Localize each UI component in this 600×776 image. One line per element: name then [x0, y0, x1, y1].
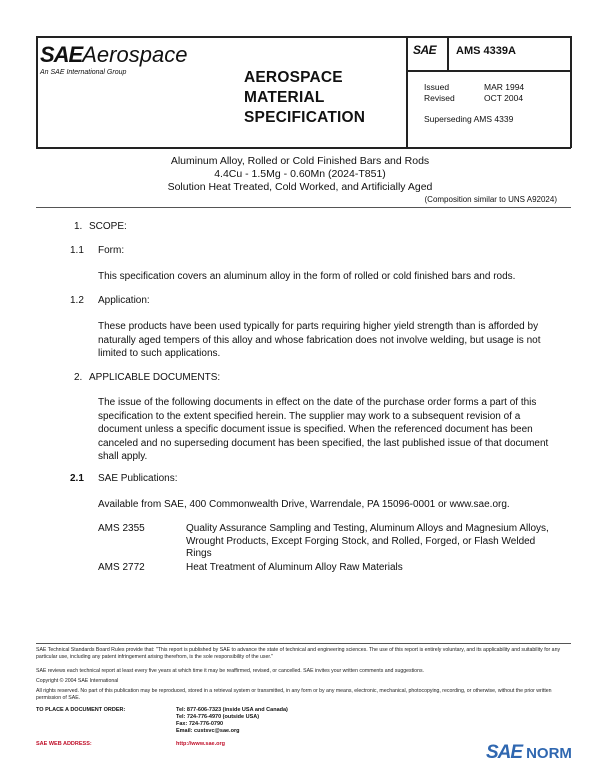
logo-sae-text: SAE: [40, 42, 83, 67]
composition-note: (Composition similar to UNS A92024): [424, 195, 557, 204]
title-rule: [36, 207, 571, 208]
ams-number: AMS 4339A: [456, 45, 516, 57]
footer-review-text: SAE reviews each technical report at least every five years at which time it may be reaffirmed, revised, or cancelled. SAE invites your written comments and suggestions.: [36, 668, 424, 674]
order-label: TO PLACE A DOCUMENT ORDER:: [36, 707, 126, 713]
logo-aerospace-text: Aerospace: [82, 42, 188, 67]
watermark-sae-text: SAE: [486, 742, 523, 763]
footer-rule: [36, 643, 571, 644]
section-1-title: SCOPE:: [89, 221, 127, 232]
spec-title-line-3: SPECIFICATION: [244, 109, 366, 126]
document-title-line-2: 4.4Cu - 1.5Mg - 0.60Mn (2024-T851): [214, 168, 386, 180]
header-top-border: [36, 36, 571, 38]
issued-label: Issued: [424, 82, 450, 92]
revised-value: OCT 2004: [484, 93, 524, 103]
header-divider-vertical: [406, 36, 408, 148]
spec-title: [244, 68, 365, 128]
reference-description: Heat Treatment of Aluminum Alloy Raw Materials: [186, 562, 403, 573]
reference-code: AMS 2772: [98, 562, 145, 573]
superseding-note: Superseding AMS 4339: [424, 114, 514, 124]
header-left-border: [36, 36, 38, 148]
section-2-number: 2.: [74, 372, 83, 383]
spec-title-line-1: AEROSPACE: [244, 69, 343, 86]
watermark-norm-text: NORM: [526, 744, 572, 762]
web-address-link[interactable]: http://www.sae.org: [176, 741, 225, 747]
contact-tel-2: Tel: 724-776-4970 (outside USA): [176, 714, 260, 720]
section-2-text: The issue of the following documents in effect on the date of the purchase order forms a part of this specification to the extent specified herein. The supplier may work to a subsequent revision of a document unless a specific document issue is specified. When the referenced document has been canceled and no superseding document has been specified, the last published issue of that document shall apply.: [98, 397, 549, 462]
issued-value: MAR 1994: [484, 82, 525, 92]
contact-email[interactable]: Email: custsvc@sae.org: [176, 728, 240, 734]
revised-label: Revised: [424, 93, 455, 103]
sae-norm-watermark: [486, 742, 572, 764]
spec-title-line-2: MATERIAL: [244, 89, 325, 106]
section-2-1-title: SAE Publications:: [98, 473, 178, 484]
document-title-line-3: Solution Heat Treated, Cold Worked, and Artificially Aged: [167, 181, 433, 193]
section-1-2-title: Application:: [98, 295, 150, 306]
section-1-1-number: 1.1: [70, 245, 84, 256]
document-title-line-1: Aluminum Alloy, Rolled or Cold Finished Bars and Rods: [170, 155, 430, 167]
section-1-number: 1.: [74, 221, 83, 232]
section-1-2-number: 1.2: [70, 295, 84, 306]
section-2-1-number: 2.1: [70, 473, 84, 484]
section-1-2-text: These products have been used typically for parts requiring higher yield strength than is afforded by naturally aged tempers of this alloy and whose fabrication does not involve welding, but usage is not limited to such applications.: [98, 321, 541, 359]
section-2-1-text: Available from SAE, 400 Commonwealth Drive, Warrendale, PA 15096-0001 or www.sae.org.: [98, 499, 510, 510]
section-1-1-text: This specification covers an aluminum alloy in the form of rolled or cold finished bars and rods.: [98, 271, 516, 282]
reference-description: Quality Assurance Sampling and Testing, Aluminum Alloys and Magnesium Alloys, Wrought Products, Except Forging Stock, and Rolled, Forged, or Flash Welded Rings: [186, 523, 549, 559]
footer-copyright: Copyright © 2004 SAE International: [36, 678, 119, 684]
ams-box-bottom: [406, 70, 571, 72]
footer-rules-text: SAE Technical Standards Board Rules provide that: "This report is published by SAE to advance the state of technical and engineering sciences. The use of this report is entirely voluntary, and its applicability and suitability for any particular use, including any patent infringement arising therefrom, is the sole responsibility of the user.": [36, 647, 561, 660]
logo-group-text: An SAE International Group: [40, 69, 127, 76]
contact-fax: Fax: 724-776-0790: [176, 721, 224, 727]
section-1-1-title: Form:: [98, 245, 125, 256]
header-right-border: [570, 36, 572, 148]
web-address-label: SAE WEB ADDRESS:: [36, 741, 92, 747]
sae-aerospace-logo: [40, 44, 187, 66]
order-contact: [176, 707, 288, 735]
ams-box-divider: [447, 36, 449, 71]
sae-mark: SAE: [413, 43, 437, 57]
contact-tel-1: Tel: 877-606-7323 (inside USA and Canada): [176, 707, 288, 713]
section-2-title: APPLICABLE DOCUMENTS:: [89, 372, 221, 383]
footer-rights-text: All rights reserved. No part of this publication may be reproduced, stored in a retrieval system or transmitted, in any form or by any means, electronic, mechanical, photocopying, recording, or otherwise, without the prior written permission of SAE.: [36, 688, 552, 701]
reference-code: AMS 2355: [98, 523, 145, 534]
header-bottom-border: [36, 147, 571, 149]
